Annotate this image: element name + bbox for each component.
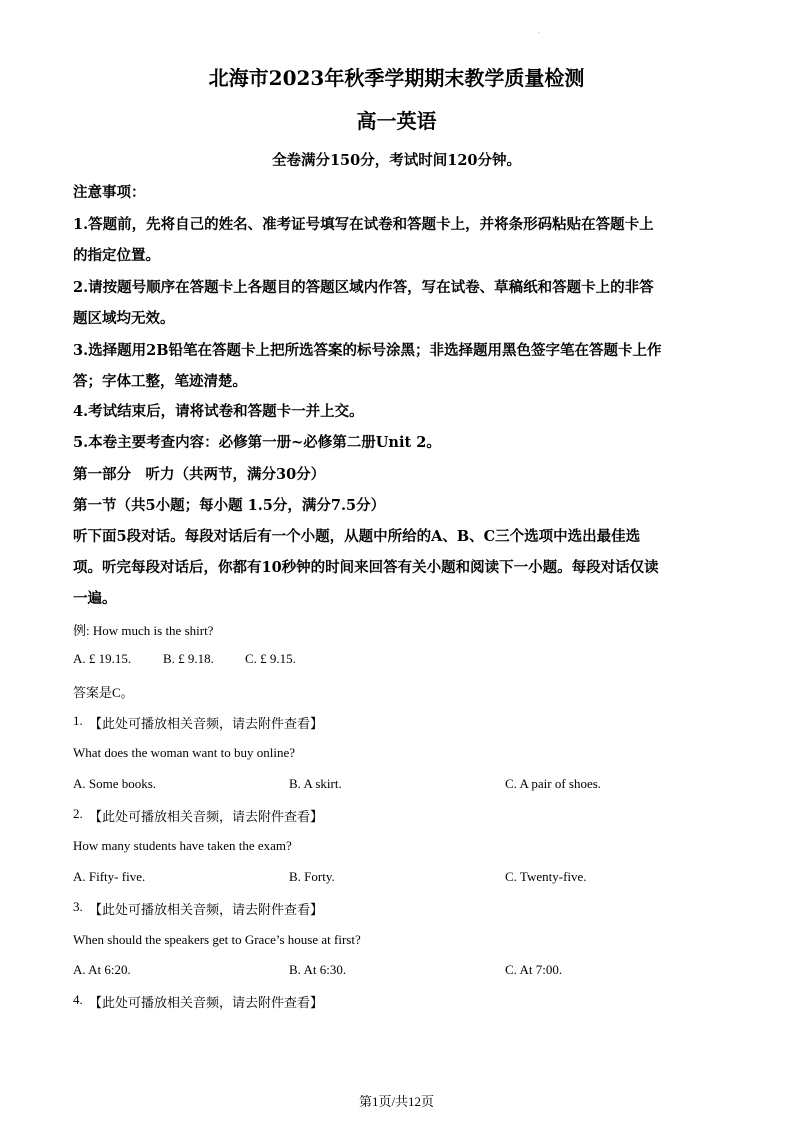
example-option-a: A. £ 19.15. xyxy=(73,651,132,666)
example-option-b: B. £ 9.18. xyxy=(163,651,214,666)
note-5: 5.本卷主要考查内容：必修第一册~必修第二册Unit 2。 xyxy=(73,434,441,451)
question-2-option-c: C. Twenty-five. xyxy=(505,869,587,884)
example-answer: 答案是C。 xyxy=(73,685,134,700)
note-1-line-1: 1.答题前，先将自己的姓名、准考证号填写在试卷和答题卡上，并将条形码粘贴在答题卡上 xyxy=(73,216,654,233)
question-3-number: 3. xyxy=(73,899,83,914)
question-1-option-a: A. Some books. xyxy=(73,776,157,791)
subpart-heading: 第一节（共5小题；每小题 1.5分，满分7.5分） xyxy=(73,497,386,514)
question-2-audio: 【此处可播放相关音频，请去附件查看】 xyxy=(89,809,324,824)
note-3-line-2: 答；字体工整，笔迹清楚。 xyxy=(73,373,247,390)
subject-title: 高一英语 xyxy=(356,109,437,133)
example-option-c: C. £ 9.15. xyxy=(245,651,296,666)
question-3-text: When should the speakers get to Grace’s house at first? xyxy=(73,932,361,947)
question-1-number: 1. xyxy=(73,713,83,728)
question-3-option-a: A. At 6:20. xyxy=(73,962,131,977)
question-2-text: How many students have taken the exam? xyxy=(73,838,292,853)
part-heading: 第一部分 听力（共两节，满分30分） xyxy=(73,466,326,483)
exam-info: 全卷满分150分，考试时间120分钟。 xyxy=(271,152,522,169)
question-2-number: 2. xyxy=(73,806,83,821)
example-question: 例: How much is the shirt? xyxy=(73,623,214,638)
question-3-audio: 【此处可播放相关音频，请去附件查看】 xyxy=(89,902,324,917)
instructions-line-1: 听下面5段对话。每段对话后有一个小题，从题中所给的A、B、C三个选项中选出最佳选 xyxy=(73,528,641,545)
question-1-text: What does the woman want to buy online? xyxy=(73,745,296,760)
question-4-number: 4. xyxy=(73,992,83,1007)
instructions-line-2: 项。听完每段对话后，你都有10秒钟的时间来回答有关小题和阅读下一小题。每段对话仅读 xyxy=(73,559,659,576)
question-3-option-c: C. At 7:00. xyxy=(505,962,563,977)
question-2-option-b: B. Forty. xyxy=(289,869,335,884)
scan-mark: · xyxy=(538,30,540,37)
question-1-option-c: C. A pair of shoes. xyxy=(505,776,602,791)
question-1-option-b: B. A skirt. xyxy=(289,776,342,791)
page-footer: 第1页/共12页 xyxy=(358,1094,435,1109)
note-2-line-2: 题区域均无效。 xyxy=(73,310,175,327)
page-title: 北海市2023年秋季学期期末教学质量检测 xyxy=(208,66,585,90)
note-2-line-1: 2.请按题号顺序在答题卡上各题目的答题区域内作答，写在试卷、草稿纸和答题卡上的非答 xyxy=(73,279,654,296)
question-2-option-a: A. Fifty- five. xyxy=(73,869,146,884)
question-1-audio: 【此处可播放相关音频，请去附件查看】 xyxy=(89,716,324,731)
note-4: 4.考试结束后，请将试卷和答题卡一并上交。 xyxy=(73,403,364,420)
question-4-audio: 【此处可播放相关音频，请去附件查看】 xyxy=(89,995,324,1010)
instructions-line-3: 一遍。 xyxy=(73,590,117,607)
note-1-line-2: 的指定位置。 xyxy=(73,247,160,264)
notes-heading: 注意事项： xyxy=(73,184,146,201)
question-3-option-b: B. At 6:30. xyxy=(289,962,347,977)
note-3-line-1: 3.选择题用2B铅笔在答题卡上把所选答案的标号涂黑；非选择题用黑色签字笔在答题卡上作 xyxy=(73,342,662,359)
